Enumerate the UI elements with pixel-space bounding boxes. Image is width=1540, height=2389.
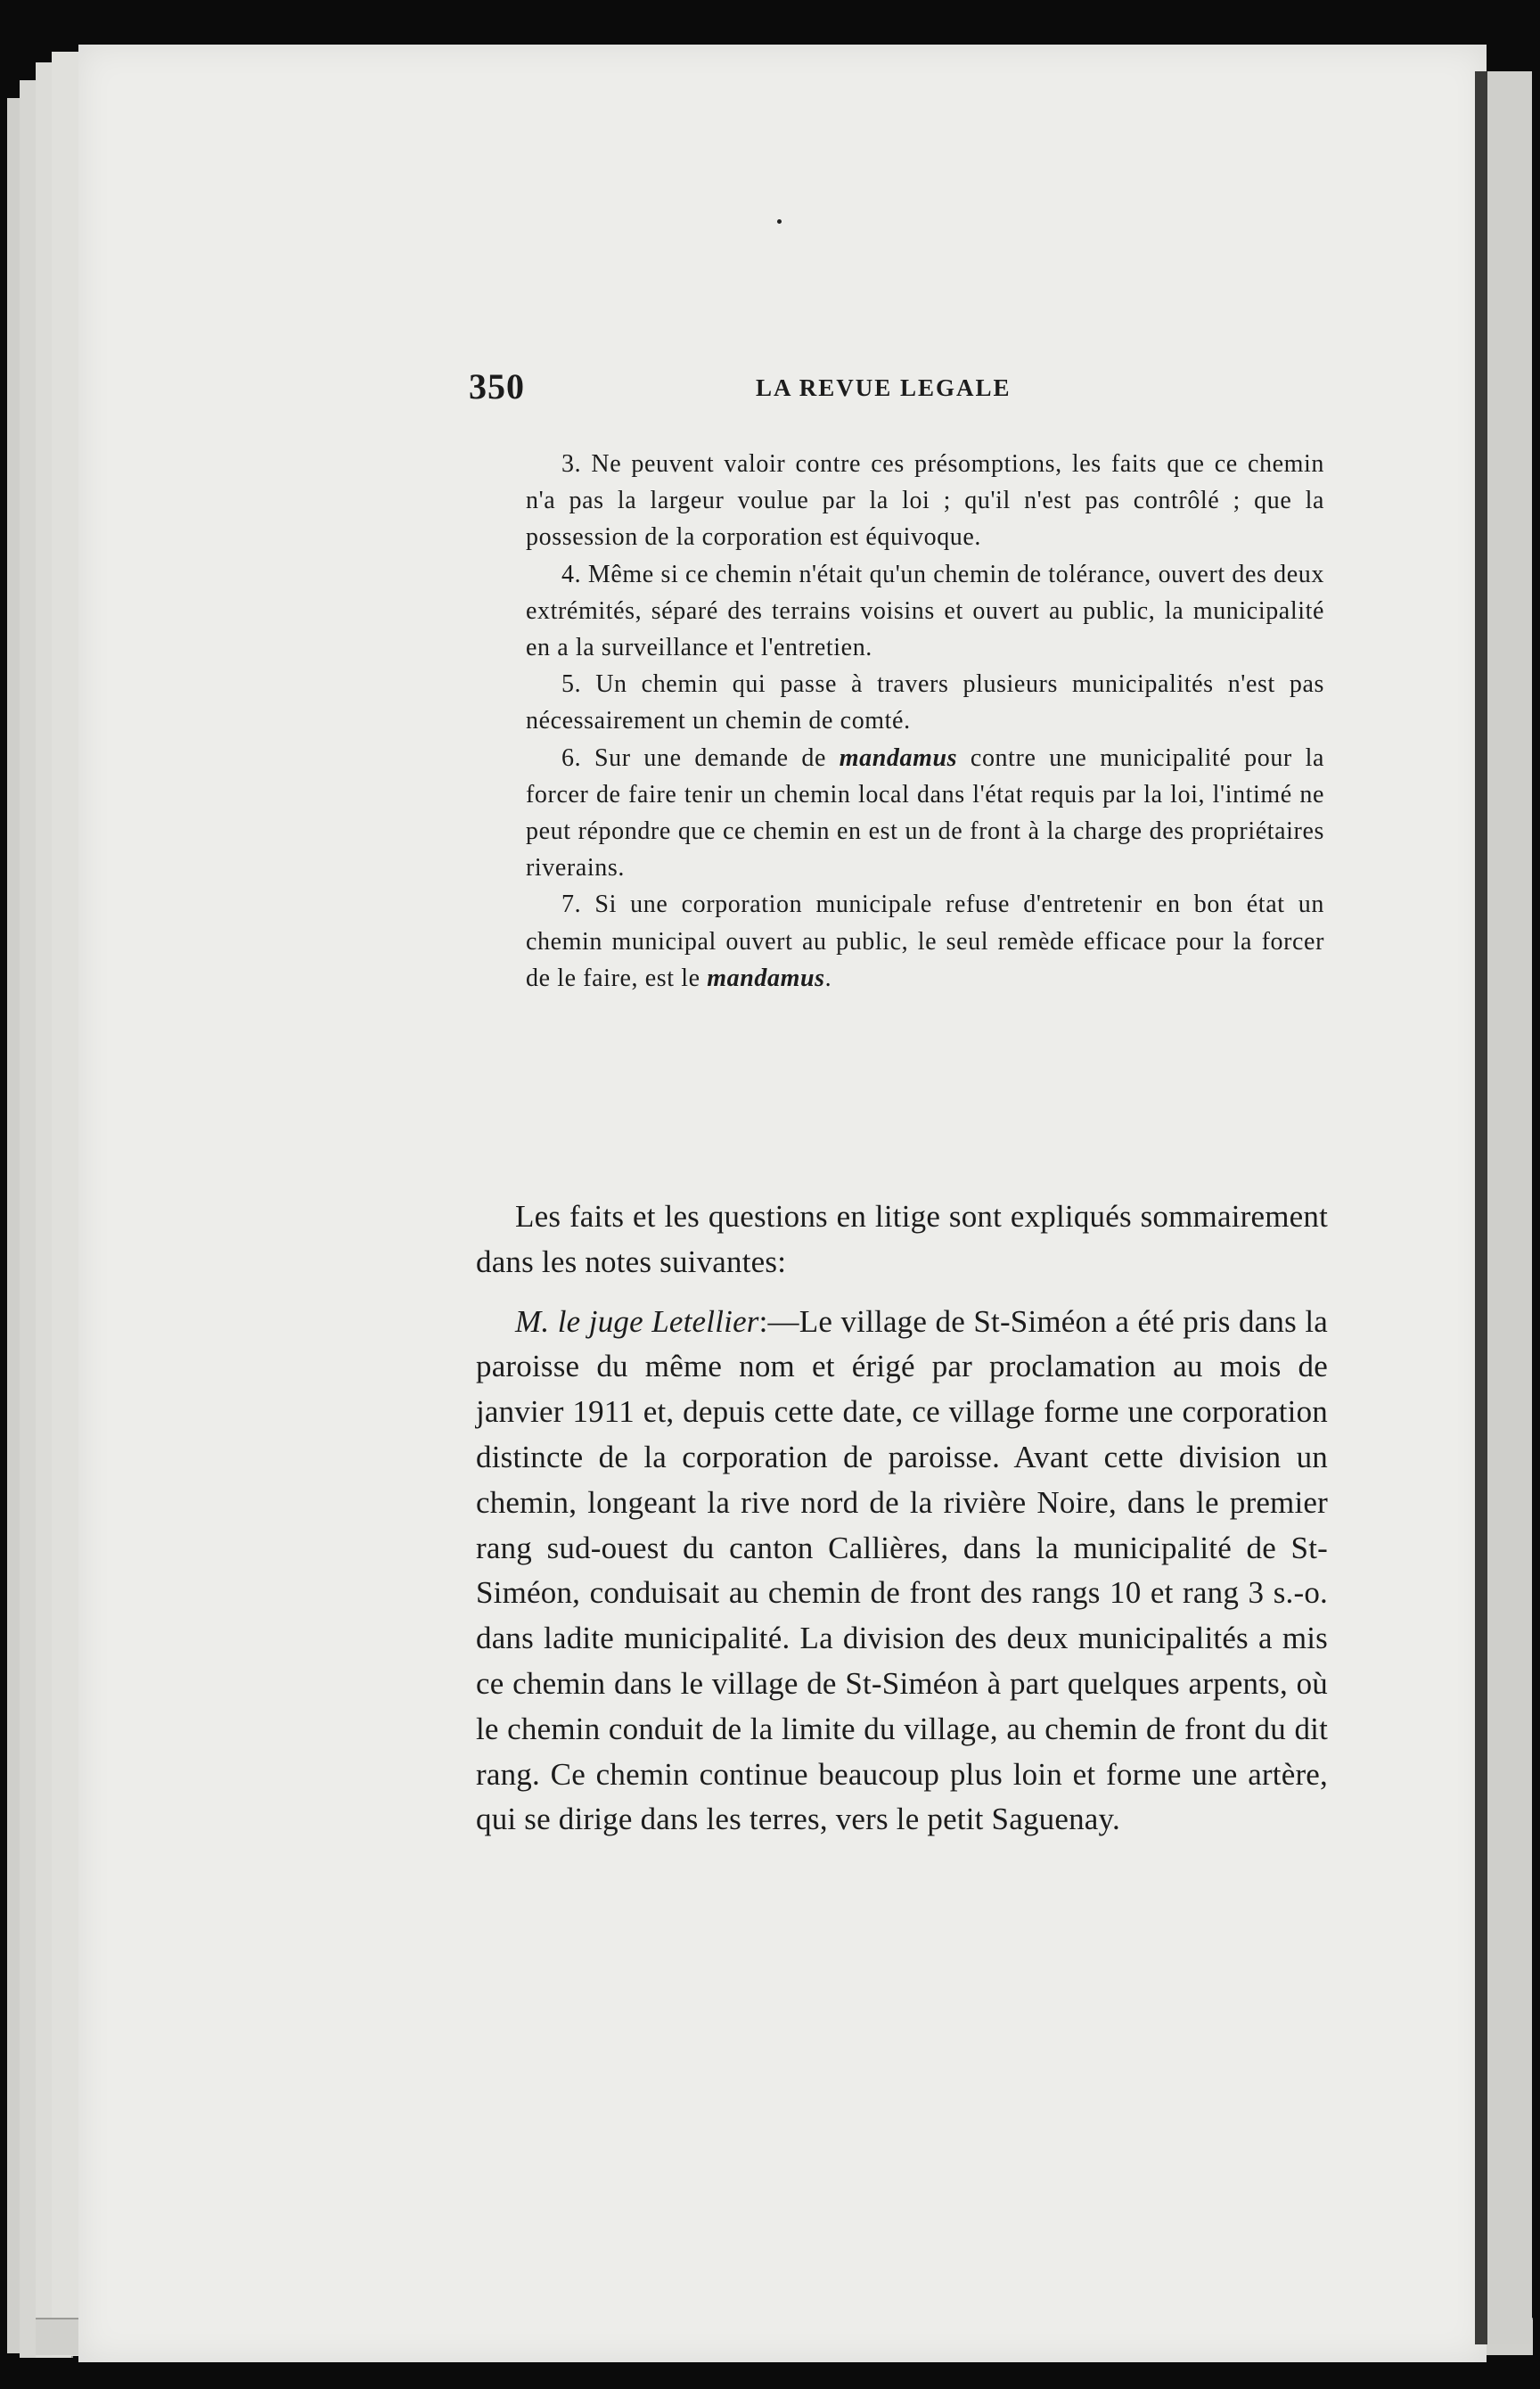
headnote-6-lead: 6. Sur une demande de	[561, 743, 840, 772]
headnote-7-term: mandamus	[707, 964, 825, 992]
headnote-3: 3. Ne peuvent valoir contre ces présomptions, les faits que ce chemin n'a pas la largeur voulue par la loi ; qu'il n'est pas contrôlé ; que la possession de la corporation est équivoque.	[526, 450, 1324, 552]
page-number: 350	[469, 366, 525, 406]
headnote-4: 4. Même si ce chemin n'était qu'un chemin de tolérance, ouvert des deux extrémités, séparé des terrains voisins et ouvert au public, la municipalité en a la surveillance et l'entretien.	[526, 560, 1324, 662]
headnote-6	[526, 740, 1324, 887]
headnote-6-rest: contre une municipalité pour la forcer de faire tenir un chemin local dans l'état requis par la loi, l'intimé ne peut répondre que ce chemin en est un de front à la charge des propriétaires riverains.	[526, 743, 1324, 883]
opinion-text: :—Le village de St-Siméon a été pris dans la paroisse du même nom et érigé par proclamation au mois de janvier 1911 et, depuis cette date, ce village forme une corporation distincte de la corporation de paroisse. Avant cette division un chemin, longeant la rive nord de la rivière Noire, dans le premier rang sud-ouest du canton Callières, dans la municipalité de St-Siméon, conduisait au chemin de front des rangs 10 et rang 3 s.-o. dans ladite municipalité. La division des deux municipalités a mis ce chemin dans le village de St-Siméon à part quelques arpents, où le chemin conduit de la limite du village, au chemin de front du dit rang. Ce chemin continue beaucoup plus loin et forme une artère, qui se dirige dans les terres, vers le petit Saguenay.	[476, 1303, 1328, 1837]
running-head: LA REVUE LEGALE	[756, 374, 1012, 401]
scan-speck	[777, 219, 782, 224]
headnotes	[526, 446, 1324, 997]
intro-paragraph: Les faits et les questions en litige sont expliqués sommairement dans les notes suivantes:	[476, 1199, 1328, 1279]
headnote-7-rest: .	[824, 964, 832, 992]
body-text	[476, 1194, 1328, 1857]
opinion-paragraph	[476, 1300, 1328, 1843]
headnote-7	[526, 886, 1324, 997]
judge-name: M. le juge Letellier	[515, 1303, 759, 1339]
headnote-5: 5. Un chemin qui passe à travers plusieurs municipalités n'est pas nécessairement un chemin de comté.	[526, 670, 1324, 735]
headnote-6-term: mandamus	[839, 743, 958, 772]
headnote-7-lead: 7. Si une corporation municipale refuse d'entretenir en bon état un chemin municipal ouvert au public, le seul remède efficace pour la forcer de le faire, est le	[526, 891, 1324, 992]
